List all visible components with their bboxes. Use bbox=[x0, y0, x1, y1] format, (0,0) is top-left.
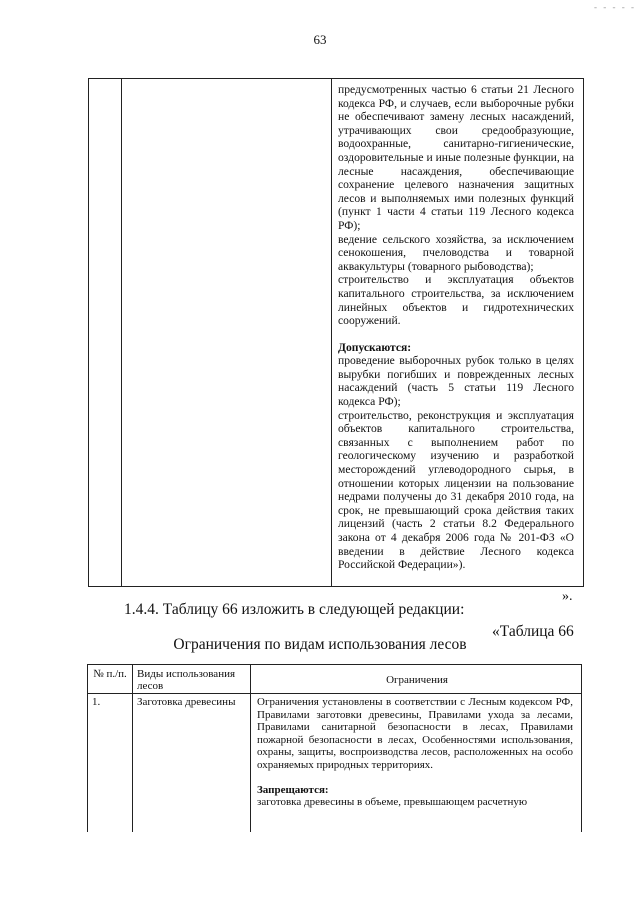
continued-table bbox=[88, 78, 584, 587]
forbidden-heading: Запрещаются: bbox=[257, 783, 329, 796]
forbidden-text: заготовка древесины в объеме, превышающем расчетную bbox=[257, 796, 528, 809]
restriction-paragraph: строительство и эксплуатация объектов капитального строительства, за исключением линейных объектов и гидротехнических сооружений. bbox=[338, 273, 574, 328]
restriction-paragraph: предусмотренных частью 6 статьи 21 Лесного кодекса РФ, и случаев, если выборочные рубки не обеспечивают замену лесных насаждений, утрачивающих свои средообразующие, водоохранные, санитарно-гигиенические, оздоровительные и иные полезные функции, на лесные насаждения, обеспечивающие сохранение целевого назначения защитных лесов и выполняемых ими полезных функций (пункт 1 части 4 статьи 119 Лесного кодекса РФ); bbox=[338, 83, 574, 232]
restriction-text: Ограничения установлены в соответствии с Лесным кодексом РФ, Правилами заготовки древесины, Правилами ухода за лесами, Правилами санитарной безопасности в лесах, Правилами пожарной безопасности в лесах, Особенностями использования, охраны, защиты, воспроизводства лесов, расположенных на особо охраняемых природных территориях. bbox=[257, 696, 573, 771]
allowed-paragraph: проведение выборочных рубок только в целях вырубки погибших и поврежденных лесных насаждений (часть 5 статьи 119 Лесного кодекса РФ); bbox=[338, 354, 574, 409]
table-reference: «Таблица 66 bbox=[492, 623, 574, 640]
header-number: № п./п. bbox=[93, 668, 127, 680]
table-column-divider bbox=[250, 665, 251, 832]
header-usage-kind: Виды использования лесов bbox=[137, 668, 236, 692]
table-title: Ограничения по видам использования лесов bbox=[173, 636, 467, 653]
table-column-divider bbox=[121, 79, 122, 586]
restrictions-cell bbox=[338, 83, 574, 572]
scan-corner-marks: - - - - - bbox=[594, 2, 636, 12]
row-usage-kind: Заготовка древесины bbox=[137, 696, 236, 708]
amendment-instruction: 1.4.4. Таблицу 66 изложить в следующей редакции: bbox=[124, 601, 465, 618]
restrictions-table bbox=[87, 664, 582, 832]
closing-quote: ». bbox=[562, 589, 573, 604]
table-column-divider bbox=[331, 79, 332, 586]
allowed-paragraph: строительство, реконструкция и эксплуатация объектов капитального строительства, связанных с выполнением работ по геологическому изучению и разработкой месторождений углеводородного сырья, в отношении которых лицензии на пользование недрами получены до 31 декабря 2010 года, на срок, не превышающий срока действия таких лицензий (часть 2 статьи 8.2 Федерального закона от 4 декабря 2006 года № 201-ФЗ «О введении в действие Лесного кодекса Российской Федерации»). bbox=[338, 408, 574, 572]
restriction-paragraph: ведение сельского хозяйства, за исключением сенокошения, пчеловодства и товарной аквакультуры (товарного рыбоводства); bbox=[338, 232, 574, 273]
page-number: 63 bbox=[313, 32, 327, 47]
table-header-divider bbox=[88, 693, 581, 694]
header-restrictions: Ограничения bbox=[386, 674, 448, 686]
allowed-heading: Допускаются: bbox=[338, 340, 412, 354]
row-restrictions bbox=[257, 696, 573, 809]
row-number: 1. bbox=[92, 696, 101, 708]
table-column-divider bbox=[132, 665, 133, 832]
